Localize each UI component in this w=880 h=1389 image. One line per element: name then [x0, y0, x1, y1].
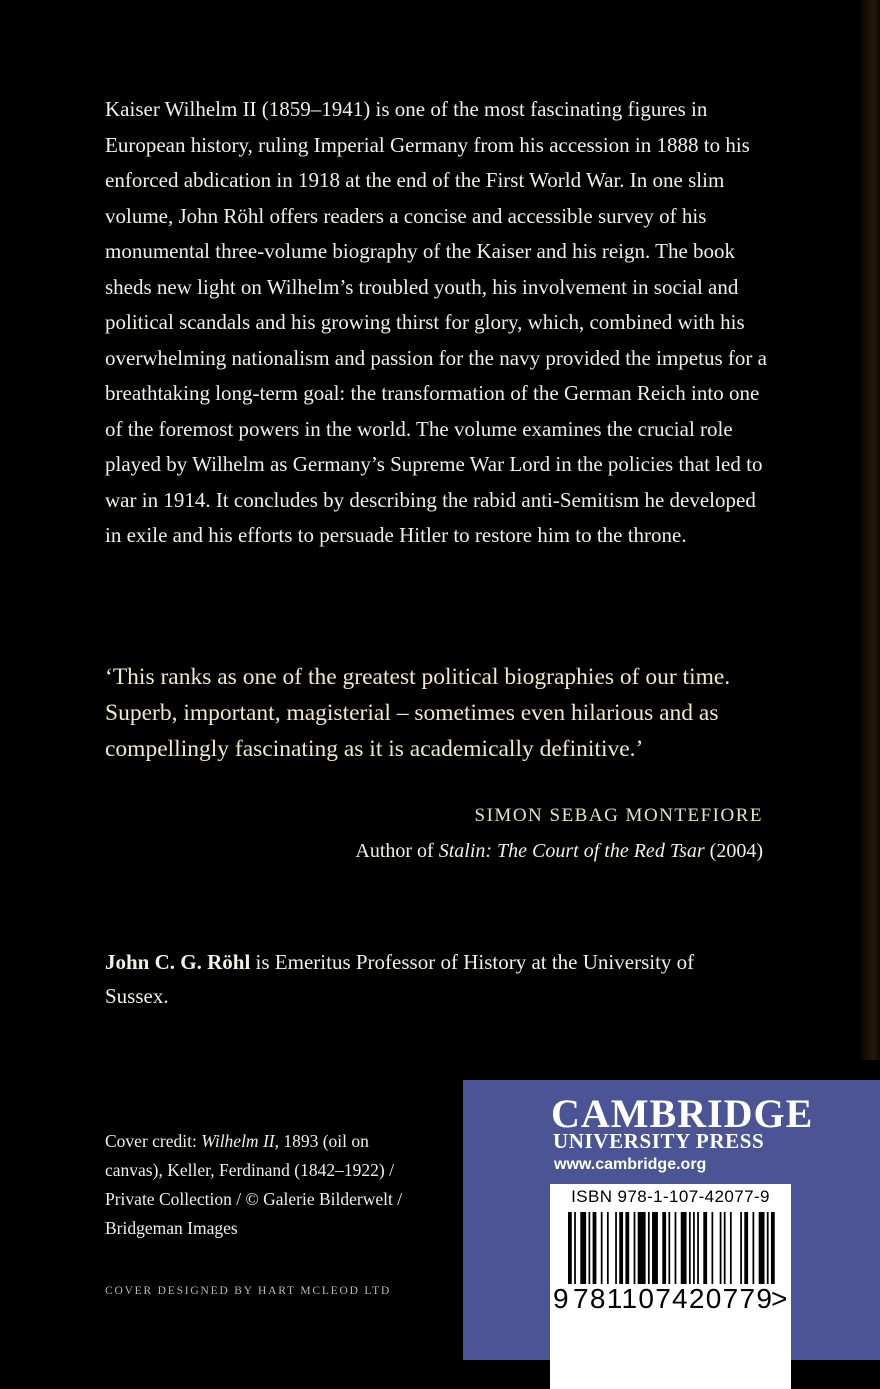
- cover-credit-details: 1893 (oil on canvas), Keller, Ferdinand (1842–1922) / Private Collection / © Galerie Bilderwelt / Bridgeman Images: [105, 1131, 403, 1238]
- review-attribution-name: SIMON SEBAG MONTEFIORE: [474, 805, 763, 826]
- cover-credit-label: Cover credit:: [105, 1131, 202, 1151]
- barcode-bar: [703, 1212, 707, 1284]
- ean-quiet-mark: >: [771, 1283, 789, 1314]
- cover-credit-work: Wilhelm II,: [201, 1131, 279, 1151]
- barcode-bar: [607, 1212, 609, 1284]
- attribution-suffix: (2004): [704, 840, 763, 862]
- barcode-bar: [675, 1212, 677, 1284]
- barcode-bar: [619, 1212, 623, 1284]
- barcode-bar: [693, 1212, 695, 1284]
- barcode-bar: [574, 1212, 576, 1284]
- barcode-bar: [568, 1212, 572, 1284]
- review-quote: ‘This ranks as one of the greatest political biographies of our time. Superb, important, magisterial – sometimes even hilarious and as compellingly fascinating as it is academically definitive.’: [105, 664, 731, 762]
- barcode-bar: [648, 1212, 650, 1284]
- barcode-bar: [720, 1212, 722, 1284]
- author-bio: [105, 945, 725, 1013]
- review-attribution-role: [355, 840, 763, 863]
- ean-first-digit: 9: [553, 1283, 570, 1314]
- cover-designer-credit: COVER DESIGNED BY HART MCLEOD LTD: [105, 1285, 392, 1297]
- isbn-number: ISBN 978-1-107-42077-9: [571, 1187, 770, 1206]
- publisher-subname: UNIVERSITY PRESS: [553, 1129, 765, 1153]
- barcode-bar: [625, 1212, 629, 1284]
- barcode-bar: [634, 1212, 636, 1284]
- publisher-block: [463, 1080, 880, 1360]
- barcode-bar: [593, 1212, 597, 1284]
- cover-painting-edge: [858, 0, 880, 1060]
- barcode-bar: [771, 1212, 775, 1284]
- isbn-barcode: [550, 1184, 791, 1389]
- author-name: John C. G. Röhl: [105, 950, 251, 974]
- author-bio-text: is Emeritus Professor of History at the University of Sussex.: [105, 950, 695, 1008]
- attribution-book-title: Stalin: The Court of the Red Tsar: [438, 840, 705, 862]
- ean-left-group: 781107: [573, 1283, 673, 1314]
- barcode-bar: [697, 1212, 699, 1284]
- barcode-bars: [562, 1212, 779, 1284]
- barcode-bar: [730, 1212, 732, 1284]
- barcode-bar: [681, 1212, 687, 1284]
- barcode-bar: [601, 1212, 603, 1284]
- barcode-bar: [638, 1212, 646, 1284]
- barcode-bar: [753, 1212, 755, 1284]
- barcode-bar: [740, 1212, 742, 1284]
- barcode-bar: [744, 1212, 748, 1284]
- barcode-bar: [689, 1212, 691, 1284]
- barcode-bar: [652, 1212, 658, 1284]
- barcode-bar: [712, 1212, 714, 1284]
- cover-credit: [105, 1127, 425, 1243]
- ean-right-group: 420779: [672, 1283, 774, 1314]
- barcode-bar: [589, 1212, 591, 1284]
- book-description: Kaiser Wilhelm II (1859–1941) is one of the most fascinating figures in European history, ruling Imperial Germany from his accession in 1888 to his enforced abdication in 1918 at the end of the First World War. In one slim volume, John Röhl offers readers a concise and accessible survey of his monumental three-volume biography of the Kaiser and his reign. The book sheds new light on Wilhelm’s troubled youth, his involvement in social and political scandals and his growing thirst for glory, which, combined with his overwhelming nationalism and passion for the navy provided the impetus for a breathtaking long-term goal: the transformation of the German Reich into one of the foremost powers in the world. The volume examines the crucial role played by Wilhelm as Germany’s Supreme War Lord in the policies that led to war in 1914. It concludes by describing the rabid anti-Semitism he developed in exile and his efforts to persuade Hitler to restore him to the throne.: [105, 97, 767, 547]
- publisher-name: CAMBRIDGE: [551, 1091, 814, 1136]
- barcode-bar: [767, 1212, 769, 1284]
- barcode-bar: [580, 1212, 586, 1284]
- attribution-prefix: Author of: [355, 840, 439, 862]
- barcode-bar: [615, 1212, 617, 1284]
- barcode-bar: [662, 1212, 666, 1284]
- barcode-bar: [759, 1212, 765, 1284]
- barcode-bar: [724, 1212, 726, 1284]
- barcode-bar: [668, 1212, 670, 1284]
- publisher-url: www.cambridge.org: [554, 1156, 707, 1173]
